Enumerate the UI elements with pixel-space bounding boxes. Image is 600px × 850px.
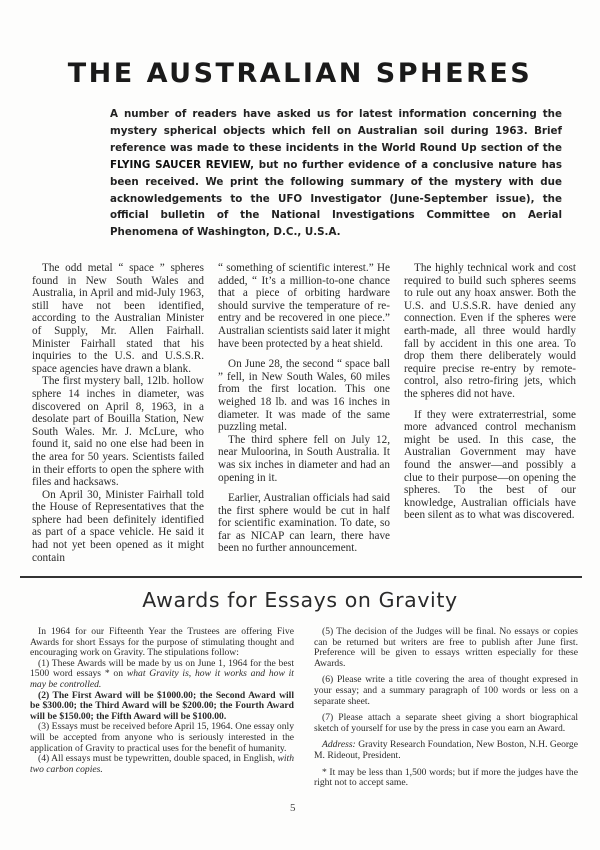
paragraph: The highly technical work and cost required to build such spheres seems to rule out any hoax answer. Both the U.S. and U.S.S.R. have denied any connection. Even if the spheres were earth-made, all three would hardly fall by accident in this one area. To drop them there deliberately would require precise re-entry by remote-control, also retro-firing jets, which the spheres did not have. xyxy=(404,262,576,400)
awards-body xyxy=(30,627,578,789)
award-stipulation-7: (7) Please attach a separate sheet giving a short biographical sketch of yourself for use by the press in case you earn an Award. xyxy=(314,712,578,734)
paragraph: The odd metal “ space ” spheres found in New South Wales and Australia, in April and mid-July 1963, still have not been identified, according to the Australian Minister of Supply, Mr. Allen Fairhall. Minister Fairhall stated that his inquiries to the U.S. and U.S.S.R. space agencies have drawn a blank. xyxy=(32,262,204,375)
intro-text-part1: A number of readers have asked us for latest information concerning the mystery spherical objects which fell on Australian soil during 1963. Brief reference was made to these incidents in the World Round Up section of the xyxy=(110,108,562,154)
awards-title: Awards for Essays on Gravity xyxy=(142,588,458,612)
intro-text-part2: , but no further evidence of a conclusive nature has been received. We print the following summary of the mystery with due acknowledgements to the UFO Investigator (June-September issue), the official bulletin of the National Investigations Committee on Aerial Phenomena of Washington, D.C., U.S.A. xyxy=(110,158,563,239)
paragraph: On June 28, the second “ space ball ” fell, in New South Wales, 60 miles from the first location. This one weighed 18 lb. and was 16 inches in diameter. It was made of the same puzzling metal. xyxy=(218,358,390,434)
paragraph: If they were extraterrestrial, some more advanced control mechanism might be used. In this case, the Australian Government may have found the answer—and possibly a clue to their purpose—on opening the spheres. To the best of our knowledge, Australian officials have been silent as to what was discovered. xyxy=(404,408,576,522)
article-column-1 xyxy=(32,262,204,564)
stipulation-text: (4) All essays must be typewritten, double spaced, in English, xyxy=(38,753,278,765)
award-stipulation-1 xyxy=(30,659,294,691)
stipulation-text: (1) These Awards will be made by us on June 1, 1964 for the best 1500 word essays * on xyxy=(30,657,294,680)
award-stipulation-5: (5) The decision of the Judges will be final. No essays or copies can be returned but writers are free to publish after June first. Preference will be given to essays written especially for these Awards. xyxy=(314,626,578,669)
article-column-2 xyxy=(218,262,390,564)
article-intro xyxy=(110,106,562,241)
paragraph: “ something of scientific interest.” He added, “ It’s a million-to-one chance that a piece of orbiting hardware should survive the temperature of re-entry and be recovered in one piece.” Australian scientists said later it might have been protected by a heat shield. xyxy=(218,262,390,350)
paragraph: Earlier, Australian officials had said the first sphere would be cut in half for scientific examination. To date, so far as NICAP can learn, there have been no further announcement. xyxy=(218,492,390,555)
stipulation-italic: with two carbon copies. xyxy=(30,753,294,775)
article-title: THE AUSTRALIAN SPHERES xyxy=(67,58,533,89)
publication-name: FLYING SAUCER REVIEW xyxy=(110,158,251,171)
award-stipulation-4 xyxy=(30,754,294,775)
article-column-3 xyxy=(404,262,576,564)
award-stipulation-6: (6) Please write a title covering the area of thought expresed in your essay; and a summary paragraph of 100 words or less on a separate sheet. xyxy=(314,674,578,707)
article-body xyxy=(32,262,576,564)
award-stipulation-3: (3) Essays must be received before April 15, 1964. One essay only will be accepted from anyone who is seriously interested in the application of Gravity to practical uses for the benefit of humanity. xyxy=(30,721,294,754)
address xyxy=(314,740,578,761)
award-stipulation-2: (2) The First Award will be $1000.00; the Second Award will be $300.00; the Third Award will be $200.00; the Fourth Award will be $150.00; the Fifth Award will be $100.00. xyxy=(30,689,294,722)
paragraph: On April 30, Minister Fairhall told the House of Representatives that the sphere had been definitely identified as part of a space vehicle. He said it had not yet been opened as it might contain xyxy=(32,488,204,564)
awards-column-1 xyxy=(30,627,294,789)
paragraph: The third sphere fell on July 12, near Muloorina, in South Australia. It was six inches in diameter and had an opening in it. xyxy=(218,433,390,484)
paragraph: The first mystery ball, 12lb. hollow sphere 14 inches in diameter, was discovered on April 8, 1963, in a desolate part of Bouilla Station, New South Wales. Mr. J. McLure, who found it, said no one else had been in the area for 50 years. Scientists failed in their efforts to open the sphere with files and hacksaws. xyxy=(32,375,204,489)
awards-column-2 xyxy=(314,627,578,789)
footnote: * It may be less than 1,500 words; but if more the judges have the right not to accept same. xyxy=(314,766,578,789)
awards-intro: In 1964 for our Fifteenth Year the Trustees are offering Five Awards for short Essays for the purpose of stimulating thought and encouraging work on Gravity. The stipulations follow: xyxy=(30,626,294,659)
section-divider xyxy=(20,576,582,578)
stipulation-italic: what Gravity is, how it works and how it may be controlled. xyxy=(30,668,294,690)
page-number: 5 xyxy=(290,802,296,814)
address-label: Address: xyxy=(322,739,356,751)
address-text: Gravity Research Foundation, New Boston, N.H. George M. Rideout, President. xyxy=(314,739,578,761)
